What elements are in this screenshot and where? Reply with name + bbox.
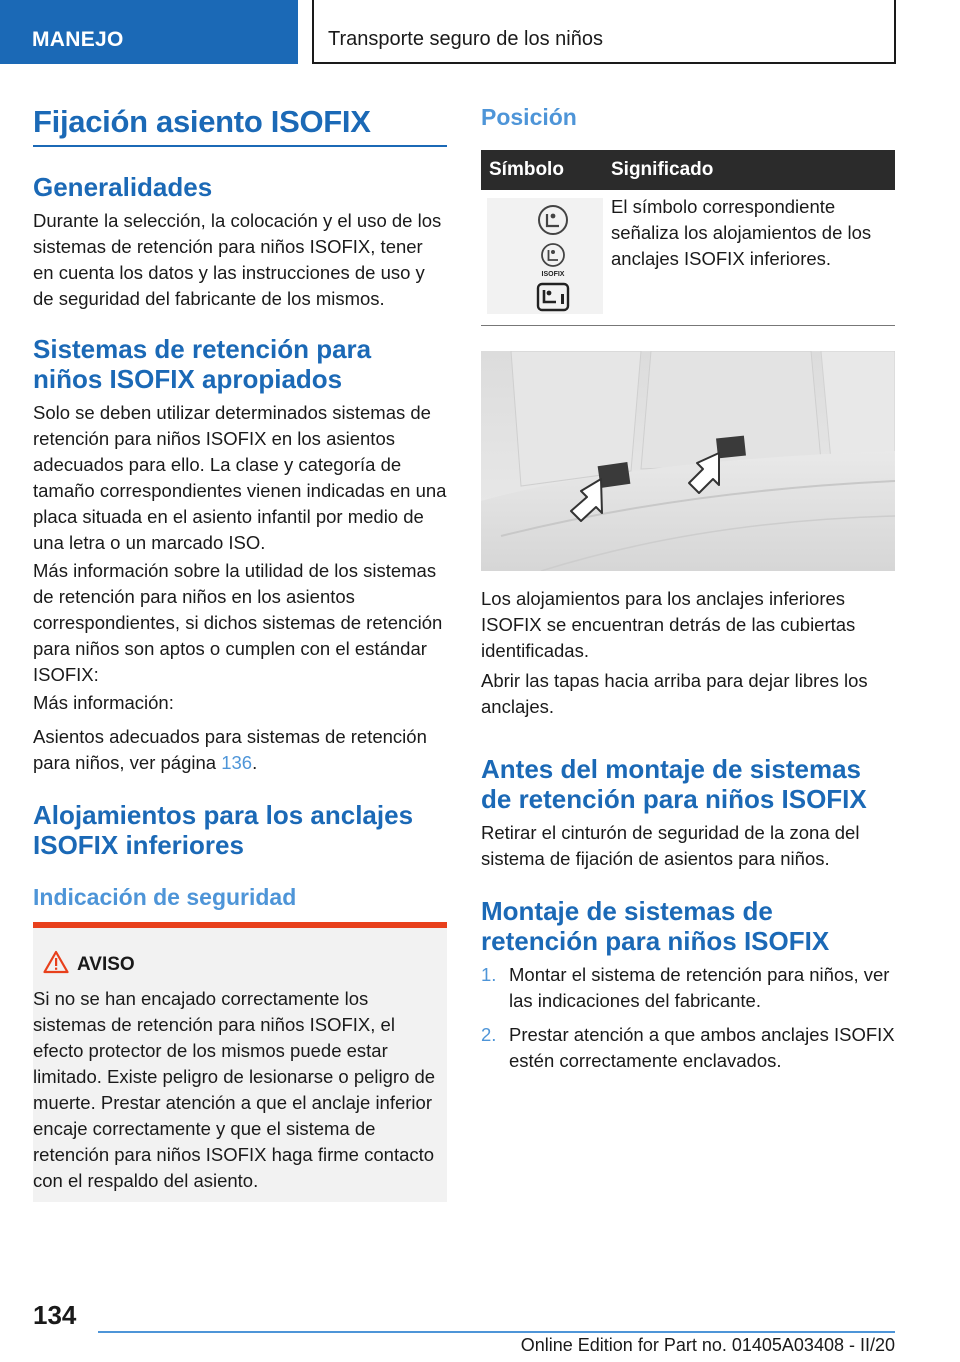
step-text: Montar el sistema de retención para niños, ver las indicaciones del fabricante. bbox=[509, 964, 890, 1011]
isofix-symbol-icons bbox=[487, 198, 603, 314]
chapter-header bbox=[312, 0, 896, 64]
mounting-steps bbox=[481, 962, 895, 1082]
page-title: Fijación asiento ISOFIX bbox=[33, 104, 371, 139]
title-rule bbox=[33, 145, 447, 147]
before-mounting-text: Retirar el cinturón de seguridad de la zona del sistema de fijación de asientos para niños. bbox=[481, 822, 860, 869]
footer-edition: Online Edition for Part no. 01405A03408 - II/20 bbox=[520, 1335, 895, 1355]
heading-position: Posición bbox=[481, 104, 577, 130]
heading-safety: Indicación de seguridad bbox=[33, 884, 297, 910]
step-number: 2. bbox=[481, 1024, 497, 1045]
warning-label: AVISO bbox=[77, 954, 135, 975]
symbol-table bbox=[481, 150, 895, 314]
more-info-label: Más información: bbox=[33, 692, 174, 713]
heading-general: Generalidades bbox=[33, 172, 213, 202]
section-tab bbox=[0, 0, 298, 64]
col-symbol-header: Símbolo bbox=[481, 150, 603, 190]
step-item bbox=[481, 962, 895, 1014]
step-number: 1. bbox=[481, 964, 497, 985]
symbol-cell bbox=[481, 190, 603, 314]
footer-rule bbox=[98, 1331, 895, 1333]
isofix-tag-icon bbox=[542, 244, 564, 266]
general-text: Durante la selección, la colocación y el uso de los sistemas de retención para niños ISOFIX, tener en cuenta los datos y las instrucciones de uso y de seguridad del fabricante de los mismos. bbox=[33, 210, 442, 309]
chapter-label: Transporte seguro de los niños bbox=[328, 28, 603, 50]
reference-prefix: Asientos adecuados para sistemas de retención para niños, ver página bbox=[33, 726, 427, 773]
isofix-square-icon bbox=[538, 284, 568, 310]
rear-seat-illustration bbox=[481, 351, 895, 571]
reference-end: . bbox=[252, 752, 258, 773]
isofix-tag-text: ISOFIX bbox=[541, 271, 565, 278]
suitable-text-2: Más información sobre la utilidad de los sistemas de retención para niños en los asientos correspondientes, si dichos sistemas de retención para niños son aptos o cumplen con el estándar ISOFIX: bbox=[33, 560, 443, 685]
meaning-cell: El símbolo correspondiente señaliza los alojamientos de los anclajes ISOFIX inferiores. bbox=[611, 196, 872, 269]
page-number: 134 bbox=[33, 1300, 77, 1330]
photo-caption-2: Abrir las tapas hacia arriba para dejar libres los anclajes. bbox=[481, 670, 868, 717]
photo-caption-1: Los alojamientos para los anclajes inferiores ISOFIX se encuentran detrás de las cubiertas identificadas. bbox=[481, 588, 856, 661]
warning-box bbox=[33, 922, 447, 1202]
step-item bbox=[481, 1022, 895, 1074]
isofix-anchor-photo bbox=[481, 351, 895, 571]
step-text: Prestar atención a que ambos anclajes ISOFIX estén correctamente enclavados. bbox=[509, 1024, 895, 1071]
reference-text bbox=[33, 724, 447, 776]
warning-text: Si no se han encajado correctamente los sistemas de retención para niños ISOFIX, el efecto protector de los mismos puede estar limitado. Existe peligro de lesionarse o peligro de muerte. Prestar atención a que el anclaje inferior encaje correctamente y que el sistema de retención para niños ISOFIX haga firme contacto con el respaldo del asiento. bbox=[33, 988, 436, 1191]
heading-before-mounting: Antes del montaje de sistemas de retención para niños ISOFIX bbox=[481, 754, 867, 814]
heading-mounting: Montaje de sistemas de retención para niños ISOFIX bbox=[481, 896, 830, 956]
suitable-text-1: Solo se deben utilizar determinados sistemas de retención para niños ISOFIX en los asientos adecuados para ello. La clase y categoría de tamaño correspondientes vienen indicadas en una placa situada en el asiento infantil por medio de una letra o un marcado ISO. bbox=[33, 402, 447, 553]
heading-suitable: Sistemas de retención para niños ISOFIX apropiados bbox=[33, 334, 372, 394]
isofix-round-icon bbox=[539, 206, 567, 234]
warning-triangle-icon bbox=[43, 950, 69, 974]
section-label: MANEJO bbox=[32, 28, 124, 51]
heading-anchors: Alojamientos para los anclajes ISOFIX inferiores bbox=[33, 800, 414, 860]
table-bottom-rule bbox=[481, 325, 895, 326]
isofix-symbols bbox=[487, 198, 603, 314]
col-meaning-header: Significado bbox=[603, 150, 895, 190]
page-link[interactable]: 136 bbox=[221, 752, 253, 773]
